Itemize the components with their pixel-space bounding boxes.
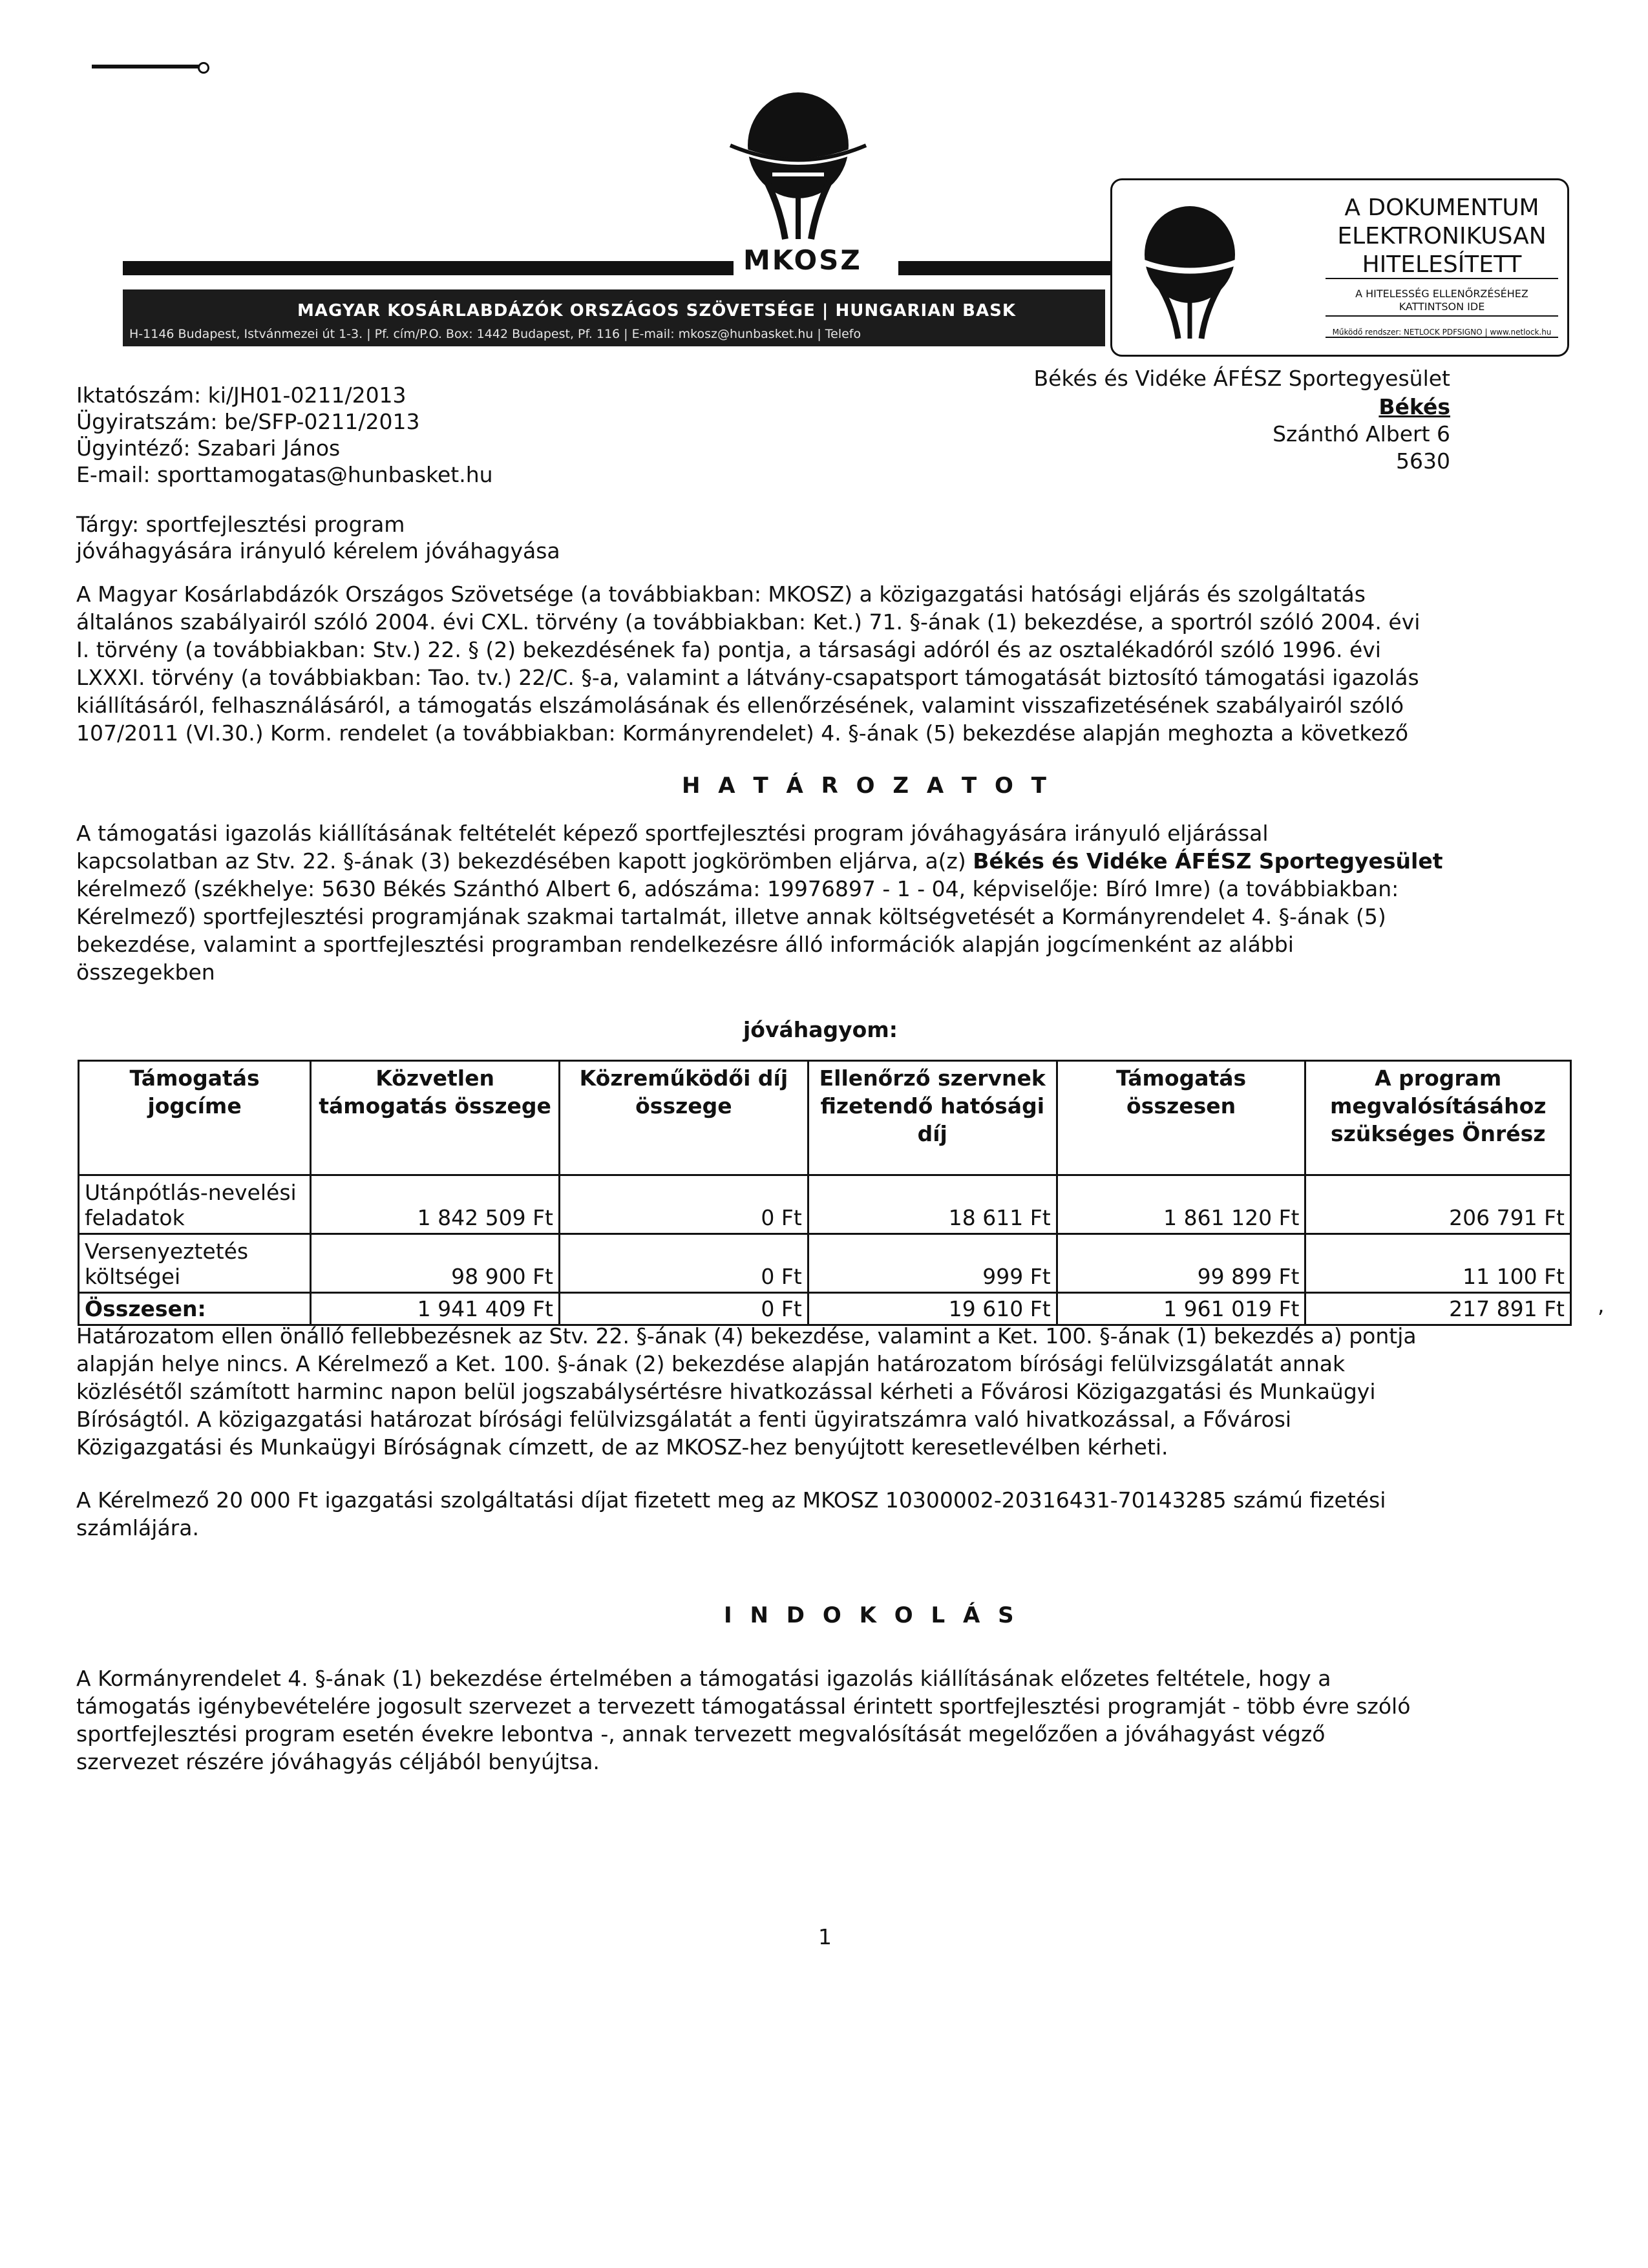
appeal-line: Határozatom ellen önálló fellebbezésnek az Stv. 22. §-ának (4) bekezdése, valamint a Ket. 100. §-ának (1) bekezdés a) pontja [76, 1323, 1417, 1349]
reference-email: E-mail: sporttamogatas@hunbasket.hu [76, 462, 493, 487]
cell-osszesen: 1 861 120 Ft [1057, 1175, 1305, 1234]
heading-hatarozat: H A T Á R O Z A T O T [682, 773, 1051, 799]
cell-jogcim: Utánpótlás-nevelési feladatok [79, 1175, 311, 1234]
auth-line-3: HITELESÍTETT [1326, 251, 1558, 279]
intro-line: kiállításáról, felhasználásáról, a támogatás elszámolásának és ellenőrzésének, valamint visszafizetésének szabályairól szóló [76, 693, 1404, 718]
total-onresz: 217 891 Ft [1305, 1293, 1571, 1325]
decision-line-text: kapcsolatban az Stv. 22. §-ának (3) bekezdésében kapott jogkörömben eljárva, a(z) [76, 848, 973, 874]
heading-indokolas: I N D O K O L Á S [724, 1602, 1019, 1628]
reference-ugyintezo: Ügyintéző: Szabari János [76, 436, 341, 461]
cell-osszesen: 99 899 Ft [1057, 1234, 1305, 1293]
stray-mark: , [1598, 1292, 1605, 1318]
intro-line: 107/2011 (VI.30.) Korm. rendelet (a továbbiakban: Kormányrendelet) 4. §-ának (5) bekezdése alapján meghozta a következő [76, 720, 1409, 746]
table-header-row [79, 1061, 1571, 1175]
total-hatosagi-dij: 19 610 Ft [808, 1293, 1057, 1325]
fee-line: számlájára. [76, 1515, 199, 1540]
auth-verify-text: A HITELESSÉG ELLENŐRZÉSÉHEZ [1355, 288, 1528, 300]
cell-onresz: 206 791 Ft [1305, 1175, 1571, 1234]
total-kozremukodoi: 0 Ft [560, 1293, 808, 1325]
auth-line-1: A DOKUMENTUM [1344, 194, 1539, 221]
cell-kozremukodoi: 0 Ft [560, 1175, 808, 1234]
header-kozremukodoi: Közreműködői díj összege [560, 1061, 808, 1175]
reason-line: sportfejlesztési program esetén évekre lebontva -, annak tervezett megvalósítását megelőzően a jóváhagyást végző [76, 1721, 1326, 1747]
auth-logo-icon [1125, 193, 1254, 342]
cell-hatosagi-dij: 999 Ft [808, 1234, 1057, 1293]
cell-kozremukodoi: 0 Ft [560, 1234, 808, 1293]
auth-provider-text: Működő rendszer: NETLOCK PDFSIGNO | www.netlock.hu [1326, 328, 1558, 338]
letterhead-title: MAGYAR KOSÁRLABDÁZÓK ORSZÁGOS SZÖVETSÉGE | HUNGARIAN BASK [297, 301, 1016, 320]
page-number: 1 [818, 1924, 832, 1949]
intro-line: I. törvény (a továbbiakban: Stv.) 22. § (2) bekezdésének fa) pontja, a társasági adóról és az osztalékadóról szóló 1996. évi [76, 637, 1381, 662]
decision-paragraph [76, 819, 1576, 986]
header-kozvetlen: Közvetlen támogatás összege [311, 1061, 560, 1175]
appeal-line: Közigazgatási és Munkaügyi Bíróságnak címzett, de az MKOSZ-hez benyújtott keresetlevélben kérheti. [76, 1434, 1168, 1460]
approve-label: jóváhagyom: [743, 1017, 898, 1042]
fee-line: A Kérelmező 20 000 Ft igazgatási szolgáltatási díjat fizetett meg az MKOSZ 10300002-20316431-70143285 számú fizetési [76, 1487, 1386, 1513]
cell-jogcim: Versenyeztetés költségei [79, 1234, 311, 1293]
appeal-line: közlésétől számított harminc napon belül jogszabálysértésre hivatkozással kérheti a Fővárosi Közigazgatási és Munkaügyi [76, 1379, 1376, 1404]
reason-line: A Kormányrendelet 4. §-ának (1) bekezdése értelmében a támogatási igazolás kiállításának előzetes feltétele, hogy a [76, 1666, 1331, 1691]
cell-kozvetlen: 98 900 Ft [311, 1234, 560, 1293]
auth-line-2: ELEKTRONIKUSAN [1337, 223, 1547, 249]
header-onresz: A program megvalósításához szükséges Önrész [1305, 1061, 1571, 1175]
cell-kozvetlen: 1 842 509 Ft [311, 1175, 560, 1234]
applicant-name: Békés és Vidéke ÁFÉSZ Sportegyesület [973, 848, 1443, 874]
table-total-row [79, 1293, 1571, 1325]
auth-click-here-link[interactable]: KATTINTSON IDE [1326, 300, 1558, 317]
total-label: Összesen: [79, 1293, 311, 1325]
header-rule-left [123, 261, 734, 275]
total-kozvetlen: 1 941 409 Ft [311, 1293, 560, 1325]
decision-line: A támogatási igazolás kiállításának feltételét képező sportfejlesztési program jóváhagyására irányuló eljárással [76, 821, 1269, 846]
support-table [78, 1060, 1572, 1326]
total-osszesen: 1 961 019 Ft [1057, 1293, 1305, 1325]
header-osszesen: Támogatás összesen [1057, 1061, 1305, 1175]
table-row [79, 1234, 1571, 1293]
recipient-name: Békés és Vidéke ÁFÉSZ Sportegyesület [1033, 366, 1450, 391]
mkosz-logo-icon [724, 78, 872, 246]
recipient-street: Szánthó Albert 6 [1273, 421, 1450, 446]
authentication-stamp[interactable] [1110, 178, 1569, 357]
subject-line-2: jóváhagyására irányuló kérelem jóváhagyása [76, 538, 560, 563]
cell-hatosagi-dij: 18 611 Ft [808, 1175, 1057, 1234]
header-jogcim: Támogatás jogcíme [79, 1061, 311, 1175]
logo-wordmark: MKOSZ [743, 244, 862, 276]
decision-line: összegekben [76, 960, 215, 985]
appeal-paragraph [76, 1322, 1576, 1461]
reference-ugyiratszam: Ügyiratszám: be/SFP-0211/2013 [76, 409, 420, 434]
intro-line: A Magyar Kosárlabdázók Országos Szövetsége (a továbbiakban: MKOSZ) a közigazgatási hatósági eljárás és szolgáltatás [76, 582, 1366, 607]
scan-artifact-line [92, 65, 202, 68]
subject-line-1: Tárgy: sportfejlesztési program [76, 512, 405, 537]
recipient-zip: 5630 [1396, 448, 1450, 474]
table-row [79, 1175, 1571, 1234]
fee-paragraph [76, 1486, 1576, 1542]
header-hatosagi-dij: Ellenőrző szervnek fizetendő hatósági díj [808, 1061, 1057, 1175]
decision-line: bekezdése, valamint a sportfejlesztési programban rendelkezésre álló információk alapján jogcímenként az alábbi [76, 932, 1294, 957]
decision-line: kérelmező (székhelye: 5630 Békés Szánthó Albert 6, adószáma: 19976897 - 1 - 04, képviselője: Bíró Imre) (a továbbiakban: [76, 876, 1399, 901]
intro-line: LXXXI. törvény (a továbbiakban: Tao. tv.) 22/C. §-a, valamint a látvány-csapatsport támogatását biztosító támogatási igazolás [76, 665, 1419, 690]
decision-line: Kérelmező) sportfejlesztési programjának szakmai tartalmát, illetve annak költségvetését a Kormányrendelet 4. §-ának (5) [76, 904, 1386, 929]
reason-line: szervezet részére jóváhagyás céljából benyújtsa. [76, 1749, 600, 1774]
letterhead-contact: H-1146 Budapest, Istvánmezei út 1-3. | Pf. cím/P.O. Box: 1442 Budapest, Pf. 116 | E-mail: mkosz@hunbasket.hu | Telefo [129, 327, 861, 341]
reason-line: támogatás igénybevételére jogosult szervezet a tervezett támogatással érintett sportfejlesztési programját - több évre szóló [76, 1694, 1411, 1719]
header-rule-right [898, 261, 1112, 275]
reason-paragraph [76, 1664, 1576, 1776]
intro-paragraph [76, 580, 1576, 747]
appeal-line: Bíróságtól. A közigazgatási határozat bírósági felülvizsgálatát a fenti ügyiratszámra való hivatkozással, a Fővárosi [76, 1407, 1292, 1432]
decision-line [76, 847, 1576, 875]
cell-onresz: 11 100 Ft [1305, 1234, 1571, 1293]
appeal-line: alapján helye nincs. A Kérelmező a Ket. 100. §-ának (2) bekezdése alapján határozatom bírósági felülvizsgálatát annak [76, 1351, 1346, 1376]
reference-iktatoszam: Iktatószám: ki/JH01-0211/2013 [76, 383, 407, 408]
intro-line: általános szabályairól szóló 2004. évi CXL. törvény (a továbbiakban: Ket.) 71. §-ának (1) bekezdése, a sportról szóló 2004. évi [76, 609, 1421, 635]
recipient-city: Békés [1379, 394, 1450, 419]
